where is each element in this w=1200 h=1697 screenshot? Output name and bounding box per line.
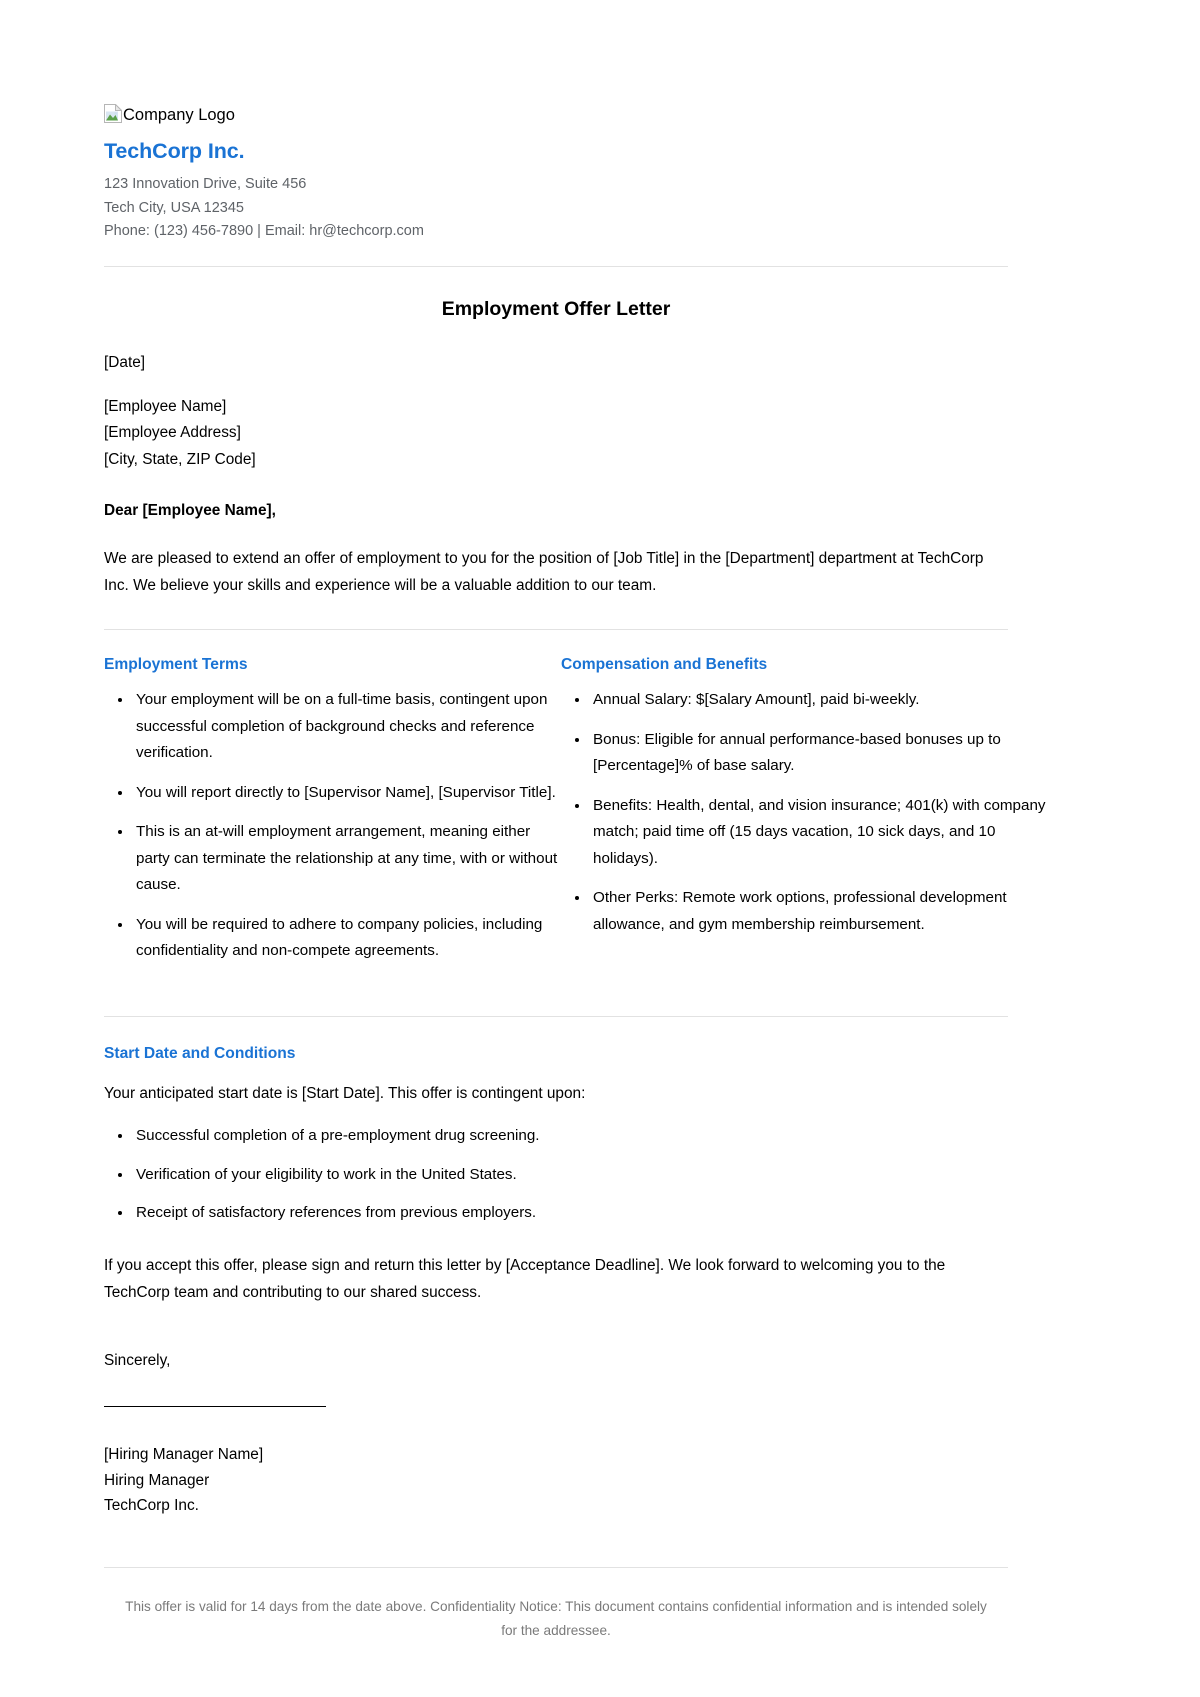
- header-divider: [104, 266, 1008, 267]
- signer-details: [104, 1442, 1008, 1518]
- signature-line: [104, 1406, 326, 1407]
- list-item: • Benefits: Health, dental, and vision insurance; 401(k) with company match; paid time off (15 days vacation, 10 sick days, and 10 holidays).: [590, 793, 1060, 872]
- signer-title: Hiring Manager: [104, 1471, 210, 1489]
- recipient-city-state-zip: [City, State, ZIP Code]: [104, 450, 256, 468]
- start-date-conditions-list: [104, 1123, 1008, 1226]
- employment-terms-column: [104, 654, 560, 965]
- signer-name: [Hiring Manager Name]: [104, 1446, 264, 1464]
- recipient-block: [104, 350, 1008, 599]
- terms-columns: [104, 654, 1046, 965]
- company-address-line-1: 123 Innovation Drive, Suite 456: [104, 176, 307, 193]
- employment-terms-list: [104, 687, 560, 964]
- compensation-benefits-heading: Compensation and Benefits: [561, 655, 768, 673]
- list-item: • Verification of your eligibility to work in the United States.: [133, 1162, 1008, 1188]
- company-address-line-2: Tech City, USA 12345: [104, 199, 244, 216]
- company-logo-placeholder: [104, 104, 1008, 124]
- list-item: • You will report directly to [Supervisor Name], [Supervisor Title].: [133, 780, 560, 806]
- recipient-name: [Employee Name]: [104, 397, 227, 415]
- compensation-benefits-list: [561, 687, 1060, 938]
- start-date-intro: Your anticipated start date is [Start Date]. This offer is contingent upon:: [104, 1085, 586, 1103]
- page-title: Employment Offer Letter: [441, 297, 671, 320]
- section-divider-2: [104, 1016, 1008, 1017]
- signature-block: [104, 1348, 1008, 1518]
- list-item: • Annual Salary: $[Salary Amount], paid bi-weekly.: [590, 687, 1060, 713]
- section-divider-1: [104, 629, 1008, 630]
- start-date-section: [104, 1043, 1008, 1306]
- company-name: TechCorp Inc.: [104, 138, 245, 163]
- company-contact-line: Phone: (123) 456-7890 | Email: hr@techcorp.com: [104, 223, 424, 240]
- intro-paragraph: We are pleased to extend an offer of employment to you for the position of [Job Title] in the [Department] department at TechCorp Inc. We believe your skills and experience will be a valuable addition to our team.: [104, 550, 984, 595]
- compensation-benefits-column: [560, 654, 1046, 938]
- company-logo-alt-text: Company Logo: [123, 106, 235, 124]
- list-item: • Receipt of satisfactory references from previous employers.: [133, 1200, 1008, 1226]
- letter-sheet: [104, 0, 1046, 1642]
- letterhead: [104, 0, 1008, 244]
- footer-divider: [104, 1567, 1008, 1568]
- list-item: • Your employment will be on a full-time basis, contingent upon successful completion of background checks and reference verification.: [133, 687, 560, 766]
- list-item: • Successful completion of a pre-employment drug screening.: [133, 1123, 1008, 1149]
- list-item: • You will be required to adhere to company policies, including confidentiality and non-compete agreements.: [133, 912, 560, 965]
- list-item: • Bonus: Eligible for annual performance-based bonuses up to [Percentage]% of base salary.: [590, 727, 1060, 780]
- salutation: Dear [Employee Name],: [104, 502, 276, 520]
- start-date-heading: Start Date and Conditions: [104, 1045, 296, 1063]
- employment-terms-heading: Employment Terms: [104, 655, 248, 673]
- footer-notice: This offer is valid for 14 days from the date above. Confidentiality Notice: This document contains confidential information and is intended solely for the addressee.: [125, 1599, 987, 1638]
- broken-image-icon: [104, 104, 122, 123]
- recipient-address: [Employee Address]: [104, 424, 241, 442]
- closing-paragraph: If you accept this offer, please sign and return this letter by [Acceptance Deadline]. We look forward to welcoming you to the TechCorp team and contributing to our shared success.: [104, 1256, 946, 1301]
- recipient-address-stack: [104, 394, 1008, 473]
- letter-date: [Date]: [104, 354, 146, 372]
- sincerely-text: Sincerely,: [104, 1352, 171, 1370]
- list-item: • Other Perks: Remote work options, professional development allowance, and gym membership reimbursement.: [590, 885, 1060, 938]
- list-item: • This is an at-will employment arrangement, meaning either party can terminate the relationship at any time, with or without cause.: [133, 819, 560, 898]
- signer-company: TechCorp Inc.: [104, 1497, 199, 1515]
